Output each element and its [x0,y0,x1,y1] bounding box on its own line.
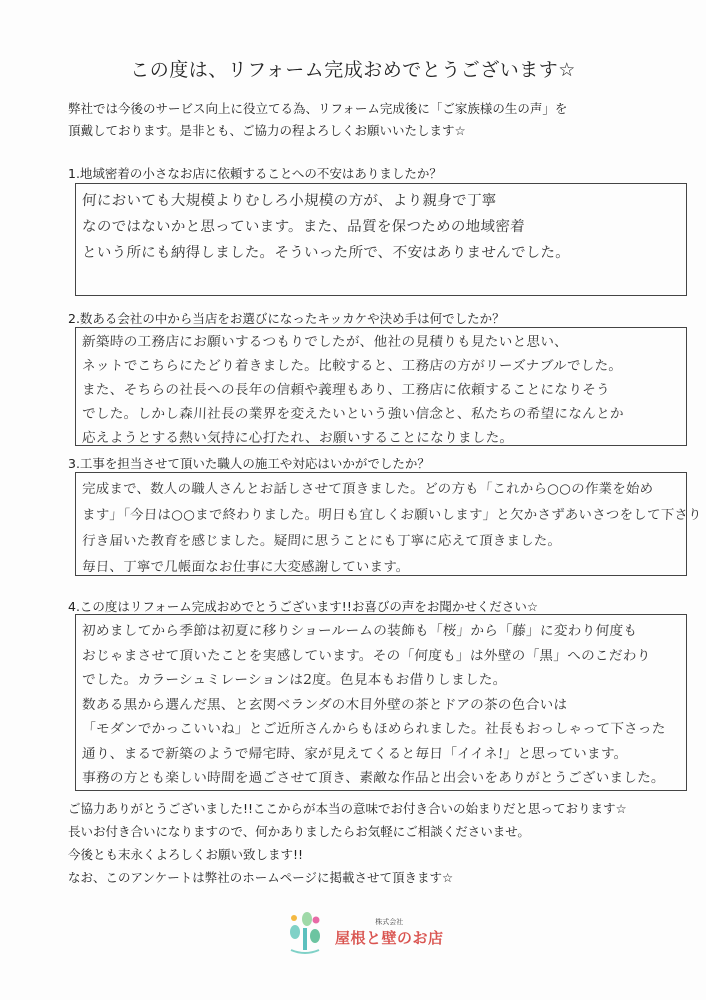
answer-line: 何においても大規模よりむしろ小規模の方が、より親身で丁寧 [81,193,497,209]
answer-line: 新築時の工務店にお願いするつもりでしたが、他社の見積りも見たいと思い、 [81,334,569,350]
tree-logo-icon [285,910,325,956]
answer-line: 完成まで、数人の職人さんとお話しさせて頂きました。どの方も「これから○○の作業を始め [81,482,654,497]
answer-4-box [75,614,687,791]
answer-line: ネットでこちらにたどり着きました。比較すると、工務店の方がリーズナブルでした。 [81,358,623,374]
intro-text [68,98,567,142]
answer-line: でした。カラーシュミレーションは2度。色見本もお借りしました。 [81,672,508,688]
footer-line: 今後とも末永くよろしくお願い致します!! [68,847,304,862]
question-2-label: 2.数ある会社の中から当店をお選びになったキッカケや決め手は何でしたか？ [68,311,505,326]
logo-company-type: 株式会社 [375,918,404,926]
answer-line: 通り、まるで新築のようで帰宅時、家が見えてくると毎日「イイネ!」と思っています。 [81,745,629,762]
answer-line: 毎日、丁寧で几帳面なお仕事に大変感謝しています。 [81,560,410,575]
company-logo [285,905,445,960]
intro-line: 弊社では今後のサービス向上に役立てる為、リフォーム完成後に「ご家族様の生の声」を [68,101,568,116]
question-1-label: 1.地域密着の小さなお店に依頼することへの不安はありましたか？ [68,166,442,181]
answer-line: 数ある黒から選んだ黒、と玄関ベランダの木目外壁の茶とドアの茶の色合いは [81,696,568,713]
answer-line: 応えようとする熱い気持に心打たれ、お願いすることになりました。 [81,430,514,446]
answer-line: という所にも納得しました。そういった所で、不安はありませんでした。 [81,245,571,261]
question-3-label: 3.工事を担当させて頂いた職人の施工や対応はいかがでしたか？ [68,456,430,471]
answer-3-box [75,472,703,576]
answer-line: おじゃまさせて頂いたことを実感しています。その「何度も」は外壁の「黒」へのこだわり [81,647,651,664]
answer-line: 初めましてから季節は初夏に移りショールームの装飾も「桜」から「藤」に変わり何度も [81,623,638,639]
logo-company-name: 屋根と壁のお店 [335,929,444,947]
footer-line: 長いお付き合いになりますので、何かありましたらお気軽にご相談くださいませ。 [68,824,530,839]
page-title: この度は、リフォーム完成おめでとうございます☆ [130,59,576,81]
answer-line: 事務の方とも楽しい時間を過ごさせて頂き、素敵な作品と出会いをありがとうございました。 [81,770,666,786]
answer-line: ます」「今日は○○まで終わりました。明日も宜しくお願いします」と欠かさずあいさつをして下さり [81,508,703,523]
answer-line: 「モダンでかっこいいね」とご近所さんからもほめられました。社長もおっしゃって下さった [81,721,667,737]
answer-line: また、そちらの社長への長年の信頼や義理もあり、工務店に依頼することになりそう [81,382,611,398]
answer-1-box [75,183,687,296]
footer-line: ご協力ありがとうございました!!ここからが本当の意味でお付き合いの始まりだと思っております☆ [68,801,627,816]
answer-line: なのではないかと思っています。また、品質を保つための地域密着 [81,219,526,235]
footer-line: なお、このアンケートは弊社のホームページに掲載させて頂きます☆ [68,870,454,885]
question-4-label: 4.この度はリフォーム完成おめでとうございます!!お喜びの声をお聞かせください☆ [68,599,539,614]
intro-line: 頂戴しております。是非とも、ご協力の程よろしくお願いいたします☆ [68,123,466,138]
answer-2-box [75,327,687,446]
answer-line: でした。しかし森川社長の業界を変えたいという強い信念と、私たちの希望になんとか [81,406,625,422]
closing-message [68,797,627,889]
answer-line: 行き届いた教育を感じました。疑問に思うことにも丁寧に応えて頂きました。 [81,534,562,549]
